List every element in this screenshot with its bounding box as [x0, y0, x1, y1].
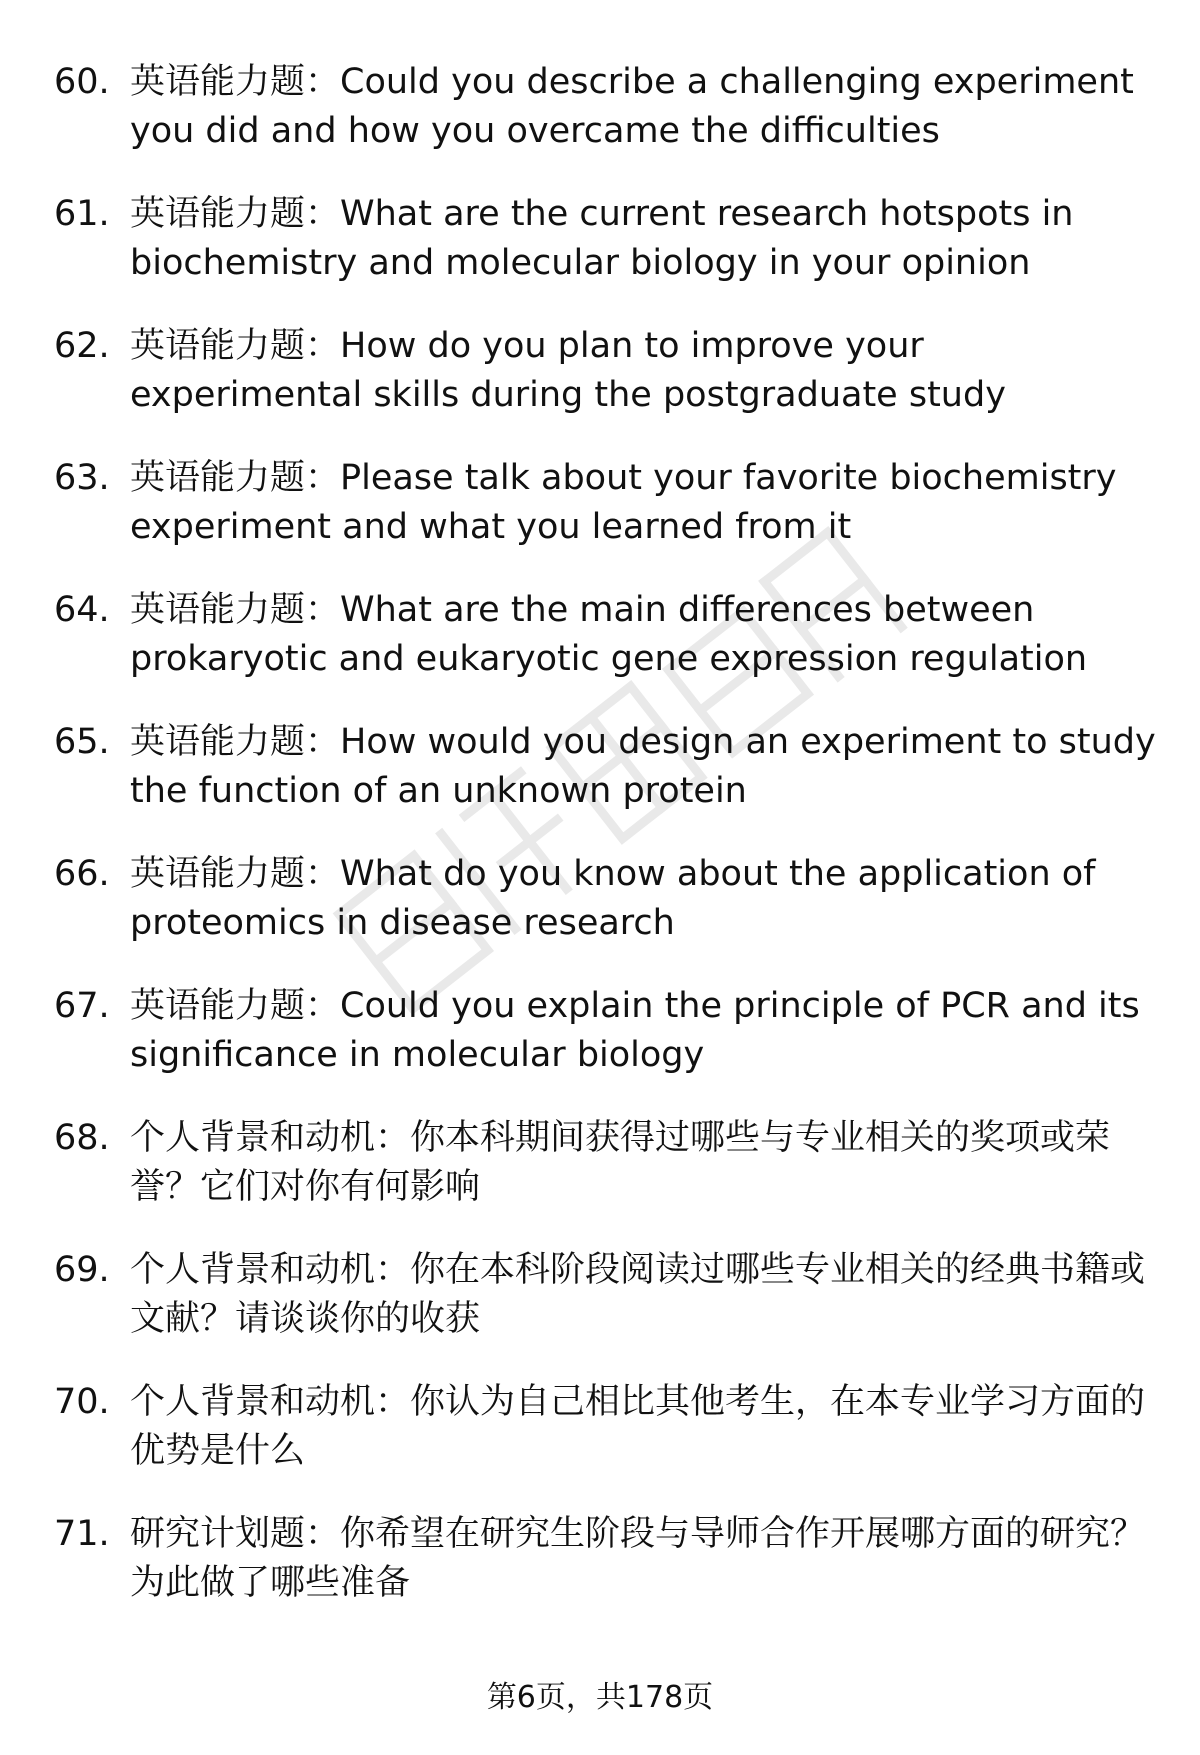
- question-text: 英语能力题：What are the main differences between prokaryotic and eukaryotic gene expression regulation: [130, 590, 1088, 679]
- question-item: [54, 1246, 1164, 1378]
- question-number: 71.: [54, 1514, 110, 1554]
- question-text: 个人背景和动机：你在本科阶段阅读过哪些专业相关的经典书籍或文献？请谈谈你的收获: [130, 1250, 1146, 1339]
- question-list: [54, 58, 1164, 1642]
- question-item: [54, 1114, 1164, 1246]
- question-number: 66.: [54, 854, 110, 894]
- question-item: [54, 850, 1164, 982]
- question-text: 英语能力题：How would you design an experiment to study the function of an unknown protein: [130, 722, 1156, 811]
- question-number: 67.: [54, 986, 110, 1026]
- question-number: 70.: [54, 1382, 110, 1422]
- question-item: [54, 58, 1164, 190]
- question-text: 个人背景和动机：你认为自己相比其他考生，在本专业学习方面的优势是什么: [130, 1382, 1146, 1471]
- question-item: [54, 1378, 1164, 1510]
- question-item: [54, 322, 1164, 454]
- question-text: 英语能力题：How do you plan to improve your experimental skills during the postgraduate study: [130, 326, 1006, 415]
- question-text: 英语能力题：Could you describe a challenging experiment you did and how you overcame the difficulties: [130, 62, 1134, 151]
- question-number: 62.: [54, 326, 110, 366]
- question-item: [54, 1510, 1164, 1642]
- question-text: 个人背景和动机：你本科期间获得过哪些与专业相关的奖项或荣誉？它们对你有何影响: [130, 1118, 1111, 1207]
- question-number: 64.: [54, 590, 110, 630]
- question-number: 63.: [54, 458, 110, 498]
- question-text: 英语能力题：Please talk about your favorite biochemistry experiment and what you learned from it: [130, 458, 1117, 547]
- question-item: [54, 718, 1164, 850]
- question-number: 68.: [54, 1118, 110, 1158]
- question-item: [54, 982, 1164, 1114]
- question-text: 英语能力题：What do you know about the application of proteomics in disease research: [130, 854, 1096, 943]
- question-number: 69.: [54, 1250, 110, 1290]
- question-text: 英语能力题：Could you explain the principle of PCR and its significance in molecular biology: [130, 986, 1140, 1075]
- question-number: 65.: [54, 722, 110, 762]
- question-number: 61.: [54, 194, 110, 234]
- question-item: [54, 190, 1164, 322]
- question-text: 英语能力题：What are the current research hotspots in biochemistry and molecular biology in your opinion: [130, 194, 1074, 283]
- question-number: 60.: [54, 62, 110, 102]
- question-text: 研究计划题：你希望在研究生阶段与导师合作开展哪方面的研究？为此做了哪些准备: [130, 1514, 1146, 1603]
- page-number-footer: 第6页，共178页: [486, 1680, 714, 1715]
- question-item: [54, 586, 1164, 718]
- question-item: [54, 454, 1164, 586]
